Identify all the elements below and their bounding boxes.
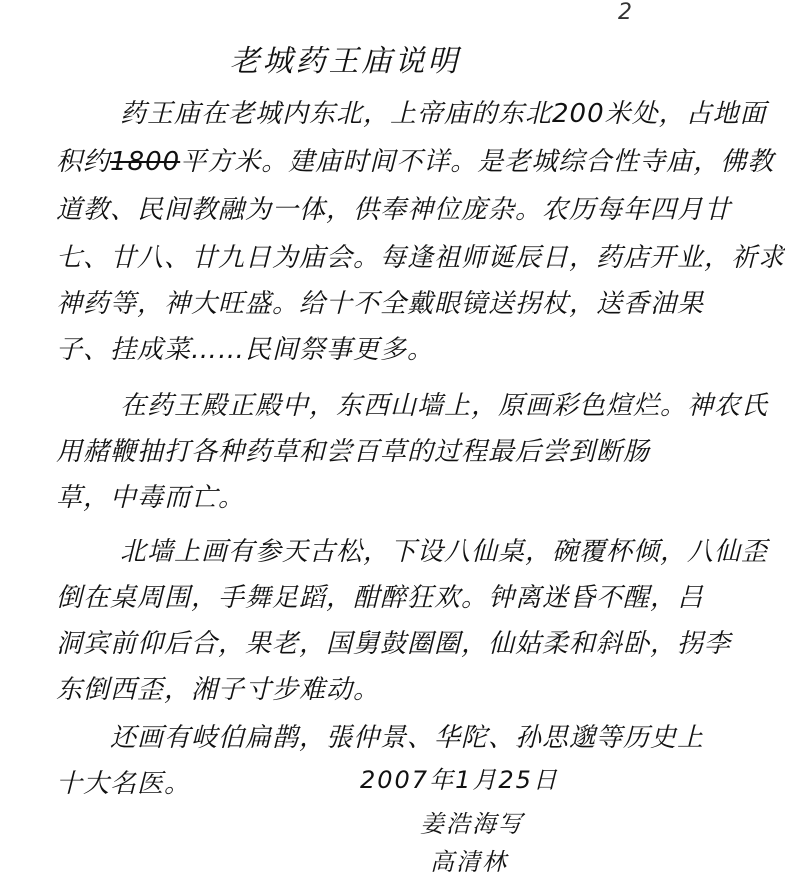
text-line: 洞宾前仰后合，果老，国舅鼓圈圈，仙姑柔和斜卧，拐李: [56, 629, 732, 659]
text-line: 积约1800平方米。建庙时间不详。是老城综合性寺庙，佛教: [56, 147, 775, 177]
struck-value-text: 1800: [110, 147, 181, 177]
author-name: 高清林: [430, 848, 508, 876]
text-line: 在药王殿正殿中，东西山墙上，原画彩色煊烂。神农氏: [120, 391, 769, 421]
date-line: 2007年1月25日: [360, 766, 559, 794]
page-title: 老城药王庙说明: [229, 44, 461, 79]
text-line: 神药等，神大旺盛。给十不全戴眼镜送拐杖，送香油果: [56, 289, 705, 319]
text-line: 倒在桌周围，手舞足蹈，酣醉狂欢。钟离迷昏不醒，吕: [56, 583, 705, 613]
text-line: 还画有岐伯扁鹊，張仲景、华陀、孙思邈等历史上: [110, 723, 705, 753]
text-line: 子、挂成菜……民间祭事更多。: [56, 335, 435, 365]
text-line: 药王庙在老城内东北，上帝庙的东北200米处，占地面: [120, 99, 767, 129]
text-line: 七、廿八、廿九日为庙会。每逢祖师诞辰日，药店开业，祈求: [56, 243, 785, 273]
text-line: 道教、民间教融为一体，供奉神位庞杂。农历每年四月廿: [56, 195, 732, 225]
text-line: 十大名医。: [56, 769, 192, 799]
text-line: 北墙上画有参天古松，下设八仙桌，碗覆杯倾，八仙歪: [120, 537, 769, 567]
text-line: 东倒西歪，湘子寸步难动。: [56, 675, 381, 705]
author-name: 姜浩海写: [420, 810, 524, 838]
page-number: 2: [618, 0, 632, 25]
text-line: 草，中毒而亡。: [56, 483, 246, 513]
text-line: 用赭鞭抽打各种药草和尝百草的过程最后尝到断肠: [56, 437, 651, 467]
